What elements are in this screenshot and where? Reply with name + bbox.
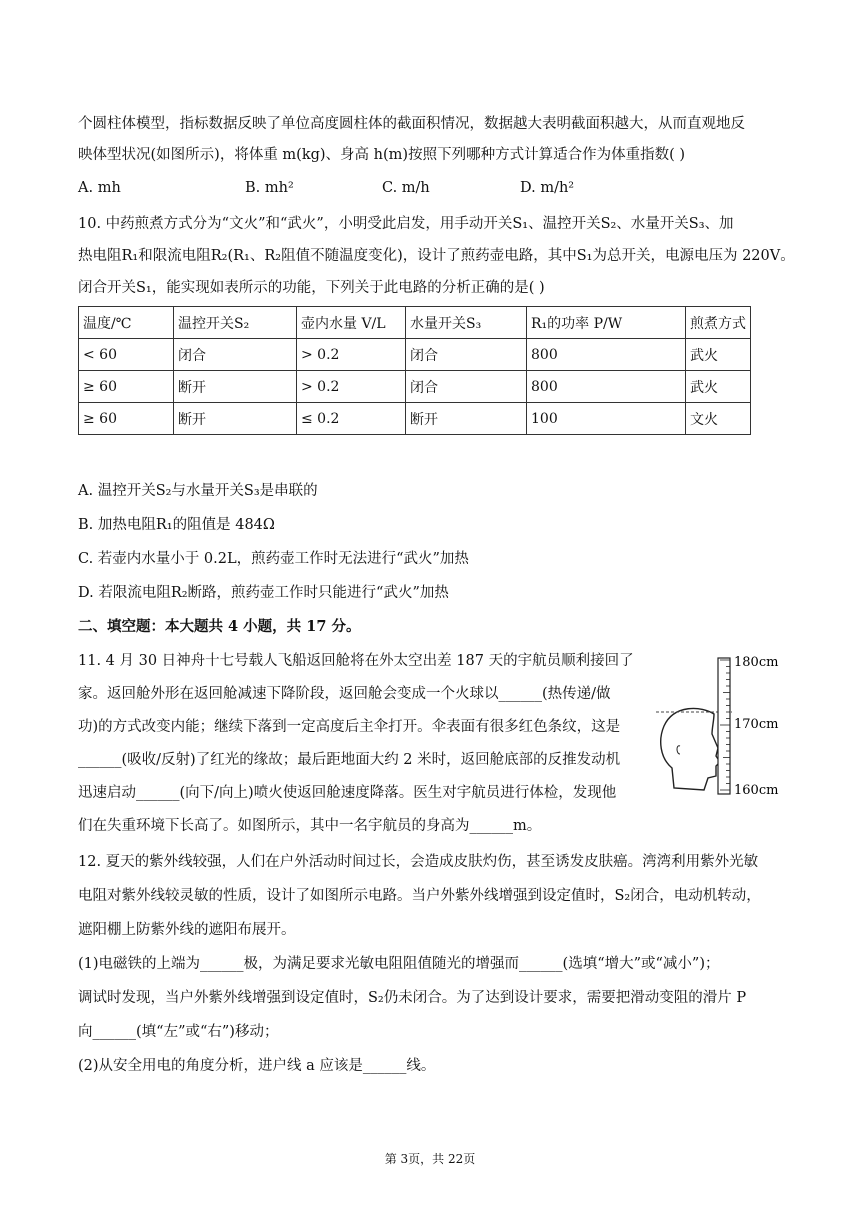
table-cell: ≥ 60 xyxy=(79,403,174,435)
table-cell: 断开 xyxy=(174,371,297,403)
table-cell: > 0.2 xyxy=(297,371,406,403)
q12-text-line: 12. 夏天的紫外线较强，人们在户外活动时间过长，会造成皮肤灼伤，甚至诱发皮肤癌。湾湾利用紫外光敏 xyxy=(78,854,759,870)
q11-text-line: ______(吸收/反射)了红光的缘故；最后距地面大约 2 米时，返回舱底部的反推发动机 xyxy=(78,752,621,768)
table-header-cell: 煎煮方式 xyxy=(686,307,751,339)
table-cell: < 60 xyxy=(79,339,174,371)
q10-function-table xyxy=(78,306,751,435)
table-row xyxy=(79,371,751,403)
q9-text-line-2: 映体型状况(如图所示)，将体重 m(kg)、身高 h(m)按照下列哪种方式计算适合作为体重指数( ) xyxy=(78,147,685,163)
table-cell: 100 xyxy=(527,403,686,435)
table-cell: 800 xyxy=(527,371,686,403)
table-cell: 武火 xyxy=(686,339,751,371)
ruler-label-170: 170cm xyxy=(734,717,779,732)
q10-option-b: B. 加热电阻R₁的阻值是 484Ω xyxy=(78,517,275,533)
table-header-cell: R₁的功率 P/W xyxy=(527,307,686,339)
page-footer: 第 3页，共 22页 xyxy=(384,1152,476,1166)
q10-option-c: C. 若壶内水量小于 0.2L，煎药壶工作时无法进行“武火”加热 xyxy=(78,551,469,567)
table-cell: 断开 xyxy=(174,403,297,435)
q11-text-line: 11. 4 月 30 日神舟十七号载人飞船返回舱将在外太空出差 187 天的宇航员顺利接回了 xyxy=(78,653,634,669)
q12-text-line: (2)从安全用电的角度分析，进户线 a 应该是______线。 xyxy=(78,1058,436,1074)
q10-text-line-2: 热电阻R₁和限流电阻R₂(R₁、R₂阻值不随温度变化)，设计了煎药壶电路，其中S₁为总开关，电源电压为 220V。 xyxy=(78,248,795,264)
table-header-row xyxy=(79,307,751,339)
table-cell: ≥ 60 xyxy=(79,371,174,403)
q12-text-line: (1)电磁铁的上端为______极，为满足要求光敏电阻阻值随光的增强而______(选填“增大”或“减小”)； xyxy=(78,956,720,972)
q12-text-line: 向______(填“左”或“右”)移动； xyxy=(78,1024,279,1040)
table-cell: > 0.2 xyxy=(297,339,406,371)
ruler xyxy=(718,658,730,794)
table-header-cell: 水量开关S₃ xyxy=(406,307,527,339)
height-ruler-figure xyxy=(652,648,792,808)
q11-text-line: 迅速启动______(向下/向上)喷火使返回舱速度降落。医生对宇航员进行体检，发现他 xyxy=(78,785,617,801)
q10-option-d: D. 若限流电阻R₂断路，煎药壶工作时只能进行“武火”加热 xyxy=(78,585,449,601)
q12-text-line: 遮阳棚上防紫外线的遮阳布展开。 xyxy=(78,922,296,938)
q9-option-a: A. mh xyxy=(78,180,121,196)
table-cell: 闭合 xyxy=(406,371,527,403)
table-header-cell: 温控开关S₂ xyxy=(174,307,297,339)
table-cell: 800 xyxy=(527,339,686,371)
q10-text-line-1: 10. 中药煎煮方式分为“文火”和“武火”，小明受此启发，用手动开关S₁、温控开关S₂、水量开关S₃、加 xyxy=(78,216,734,232)
table-header-cell: 壶内水量 V/L xyxy=(297,307,406,339)
table-cell: 武火 xyxy=(686,371,751,403)
q12-text-line: 电阻对紫外线较灵敏的性质，设计了如图所示电路。当户外紫外线增强到设定值时，S₂闭合，电动机转动， xyxy=(78,888,761,904)
q9-option-b: B. mh² xyxy=(245,180,294,196)
table-header-cell: 温度/℃ xyxy=(79,307,174,339)
q12-text-line: 调试时发现，当户外紫外线增强到设定值时，S₂仍未闭合。为了达到设计要求，需要把滑动变阻的滑片 P xyxy=(78,990,747,1006)
q9-option-d: D. m/h² xyxy=(520,180,575,196)
table-cell: 文火 xyxy=(686,403,751,435)
ruler-label-180: 180cm xyxy=(734,655,779,670)
table-cell: 闭合 xyxy=(174,339,297,371)
table-cell: ≤ 0.2 xyxy=(297,403,406,435)
q11-text-line: 们在失重环境下长高了。如图所示，其中一名宇航员的身高为______m。 xyxy=(78,818,542,834)
section-heading: 二、填空题：本大题共 4 小题，共 17 分。 xyxy=(78,618,361,635)
table-cell: 闭合 xyxy=(406,339,527,371)
q10-text-line-3: 闭合开关S₁，能实现如表所示的功能，下列关于此电路的分析正确的是( ) xyxy=(78,280,545,296)
table-cell: 断开 xyxy=(406,403,527,435)
ruler-label-160: 160cm xyxy=(734,783,779,798)
ear xyxy=(677,746,680,754)
q11-text-line: 功)的方式改变内能；继续下落到一定高度后主伞打开。伞表面有很多红色条纹，这是 xyxy=(78,719,621,735)
q10-option-a: A. 温控开关S₂与水量开关S₃是串联的 xyxy=(78,483,318,499)
table-row xyxy=(79,339,751,371)
q9-option-c: C. m/h xyxy=(382,180,430,196)
q11-text-line: 家。返回舱外形在返回舱减速下降阶段，返回舱会变成一个火球以______(热传递/做 xyxy=(78,686,611,702)
q9-text-line-1: 个圆柱体模型，指标数据反映了单位高度圆柱体的截面积情况，数据越大表明截面积越大，从而直观地反 xyxy=(78,116,745,132)
head-silhouette xyxy=(661,708,720,790)
table-row xyxy=(79,403,751,435)
